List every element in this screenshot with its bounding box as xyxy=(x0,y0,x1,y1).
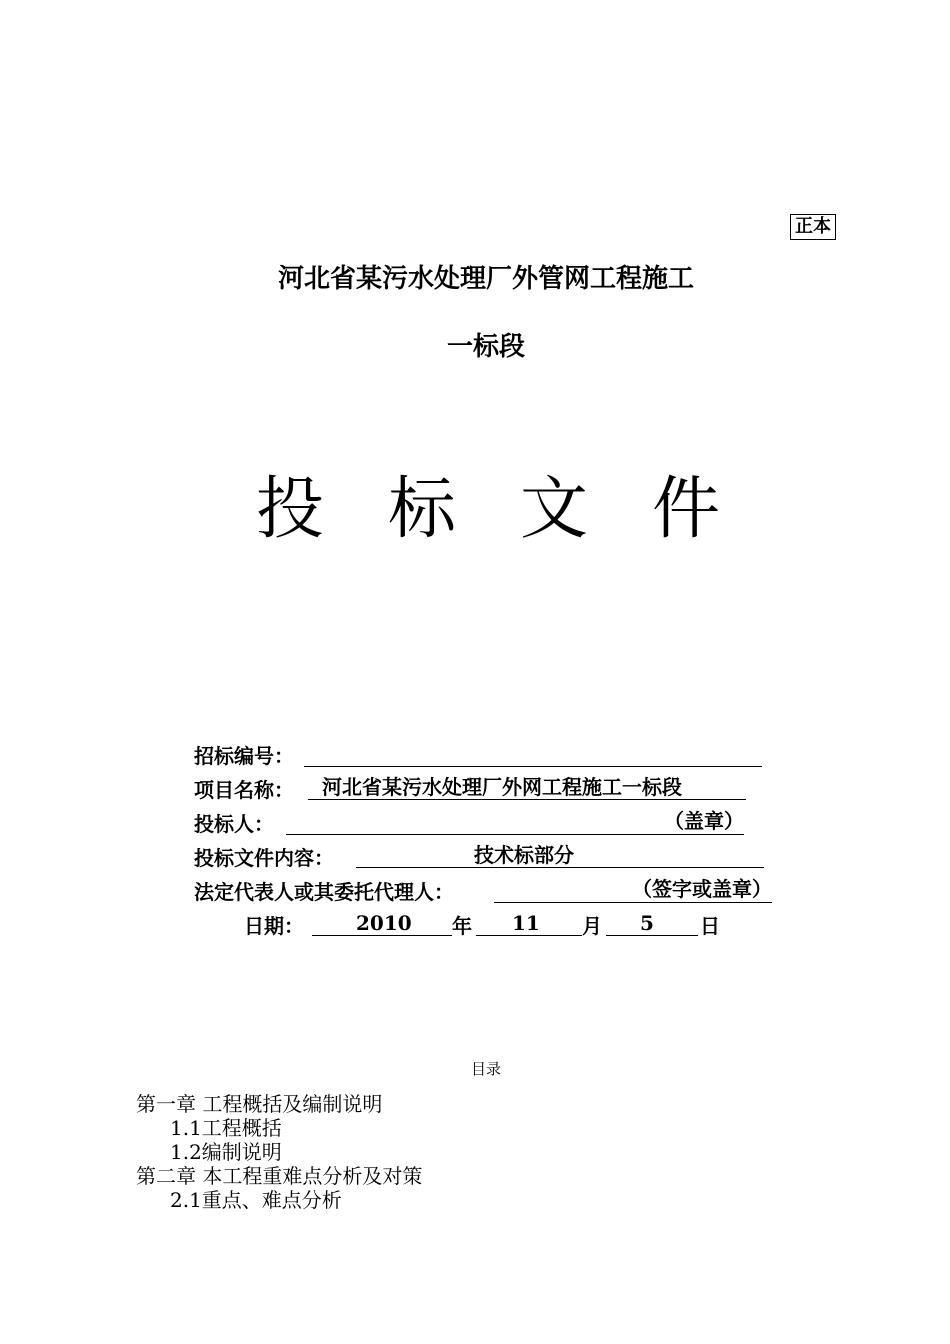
bidder-field[interactable] xyxy=(286,808,744,835)
representative-field[interactable] xyxy=(494,876,772,903)
toc-title: 目录 xyxy=(470,1060,501,1078)
toc-item[interactable]: 第一章 工程概括及编制说明 xyxy=(136,1092,383,1116)
date-day-field[interactable]: 5 xyxy=(606,910,698,936)
original-copy-badge: 正本 xyxy=(790,214,836,240)
representative-label: 法定代表人或其委托代理人： xyxy=(194,880,454,904)
representative-sign-note: （签字或盖章） xyxy=(632,877,772,901)
toc-item[interactable]: 1.1工程概括 xyxy=(170,1116,282,1140)
section-title: 一标段 xyxy=(446,332,525,362)
month-unit: 月 xyxy=(582,914,602,938)
toc-item[interactable]: 1.2编制说明 xyxy=(170,1140,282,1164)
project-name-field[interactable]: 河北省某污水处理厂外网工程施工一标段 xyxy=(308,774,746,800)
year-unit: 年 xyxy=(452,914,472,938)
date-month-field[interactable]: 11 xyxy=(476,910,582,936)
bid-number-label: 招标编号： xyxy=(194,744,294,768)
day-unit: 日 xyxy=(700,914,720,938)
doc-title-char-4: 件 xyxy=(652,470,721,549)
project-name-label: 项目名称： xyxy=(194,778,294,802)
doc-title-char-2: 标 xyxy=(388,470,457,549)
content-field[interactable]: 技术标部分 xyxy=(356,842,764,868)
date-label: 日期： xyxy=(244,914,304,938)
toc-item[interactable]: 第二章 本工程重难点分析及对策 xyxy=(136,1164,423,1188)
content-label: 投标文件内容： xyxy=(194,846,334,870)
toc-item[interactable]: 2.1重点、难点分析 xyxy=(170,1188,342,1212)
bid-number-field[interactable] xyxy=(304,740,762,767)
doc-title-char-1: 投 xyxy=(256,470,325,549)
doc-title-char-3: 文 xyxy=(520,470,589,549)
date-year-field[interactable]: 2010 xyxy=(312,910,452,936)
project-title: 河北省某污水处理厂外管网工程施工 xyxy=(277,264,694,294)
bidder-stamp-note: （盖章） xyxy=(664,809,744,833)
bidder-label: 投标人： xyxy=(194,812,274,836)
